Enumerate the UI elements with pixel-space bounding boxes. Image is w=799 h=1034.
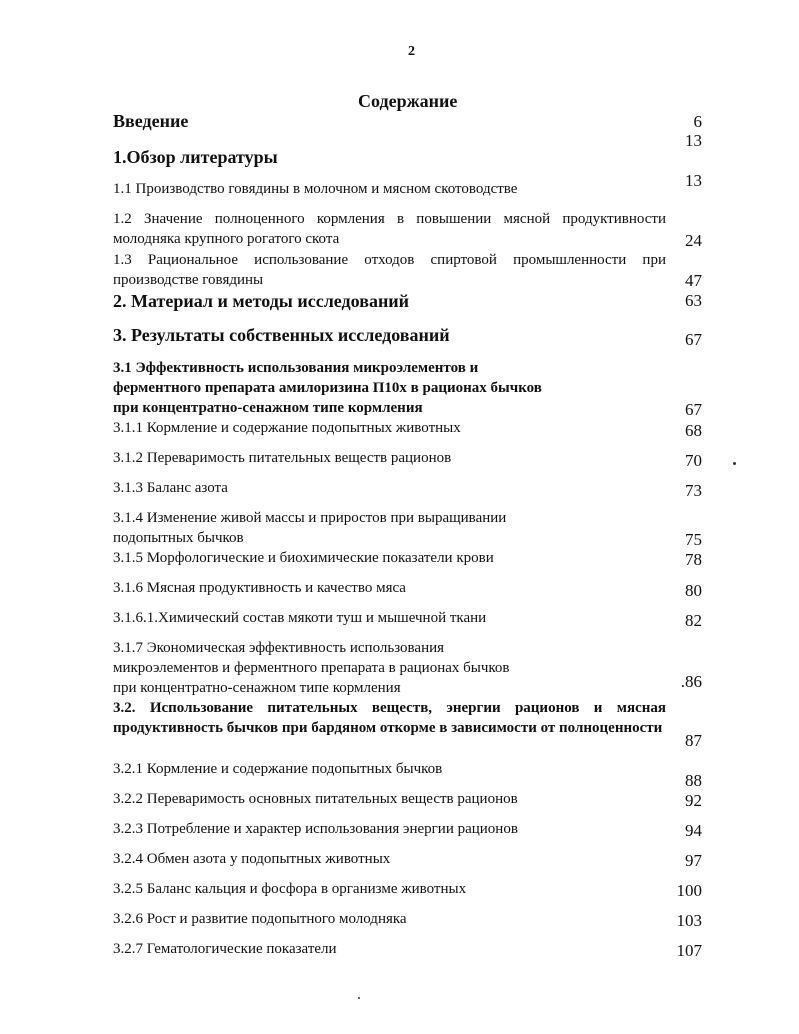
toc-page-extra: 13: [685, 131, 702, 150]
toc-page-3-2-6: 103: [676, 911, 702, 930]
toc-page-3: 67: [685, 330, 702, 349]
toc-page-3-2-2: 92: [685, 791, 702, 810]
toc-page-3-2-5: 100: [676, 881, 702, 900]
toc-page-3-2-7: 107: [676, 941, 702, 960]
scan-speck: [733, 462, 736, 465]
toc-entry-3-2-5: 3.2.5 Баланс кальция и фосфора в организме животных: [113, 881, 467, 897]
toc-page-1-2: 24: [685, 231, 702, 250]
toc-entry-2: 2. Материал и методы исследований: [113, 291, 410, 311]
toc-entry-3-1-4: 3.1.4 Изменение живой массы и приростов при выращивании подопытных бычков: [113, 510, 507, 546]
toc-page-1-3: 47: [685, 271, 702, 290]
toc-entry-3-1-6: 3.1.6 Мясная продуктивность и качество мяса: [113, 580, 406, 596]
toc-entry-3-2-1: 3.2.1 Кормление и содержание подопытных бычков: [113, 761, 443, 777]
toc-entry-3-1: 3.1 Эффективность использования микроэлементов и ферментного препарата амилоризина П10х в рационах бычков при концентратно-сенажном типе кормления: [113, 360, 542, 416]
toc-entry-3-1-1: 3.1.1 Кормление и содержание подопытных животных: [113, 420, 461, 436]
toc-entry-review: 1.Обзор литературы: [113, 147, 278, 167]
toc-page-3-1: 67: [685, 400, 702, 419]
toc-entry-1-3: 1.3 Рациональное использование отходов спиртовой промышленности при производстве говядины: [113, 252, 666, 288]
toc-page-3-1-4: 75: [685, 530, 702, 549]
toc-page-3-1-2: 70: [685, 451, 702, 470]
toc-page-3-1-5: 78: [685, 550, 702, 569]
toc-page-1-1: 13: [685, 171, 702, 190]
page-number: 2: [408, 44, 415, 59]
toc-entry-3-2: 3.2. Использование питательных веществ, энергии рационов и мясная продуктивность бычков при бардяном откорме в зависимости от полноценности: [113, 700, 666, 736]
toc-entry-3-2-7: 3.2.7 Гематологические показатели: [113, 941, 337, 957]
toc-entry-3-1-6-1: 3.1.6.1.Химический состав мякоти туш и мышечной ткани: [113, 610, 487, 626]
toc-page-3-2-3: 94: [685, 821, 702, 840]
toc-page-intro: 6: [693, 112, 702, 131]
toc-page-3-1-6-1: 82: [685, 611, 702, 630]
toc-page-3-1-1: 68: [685, 421, 702, 440]
scan-speck: [358, 997, 360, 999]
toc-entry-3-1-7: 3.1.7 Экономическая эффективность использования микроэлементов и ферментного препарата в рационах бычков при концентратно-сенажном типе кормления: [113, 640, 510, 696]
toc-entry-3-1-2: 3.1.2 Переваримость питательных веществ рационов: [113, 450, 452, 466]
toc-entry-3-2-2: 3.2.2 Переваримость основных питательных веществ рационов: [113, 791, 518, 807]
toc-entry-3: 3. Результаты собственных исследований: [113, 325, 450, 345]
toc-page-3-2: 87: [685, 731, 702, 750]
toc-entry-intro: Введение: [113, 111, 189, 131]
toc-page-3-1-6: 80: [685, 581, 702, 600]
toc-entry-3-2-4: 3.2.4 Обмен азота у подопытных животных: [113, 851, 391, 867]
toc-page-3-1-3: 73: [685, 481, 702, 500]
toc-page-3-2-4: 97: [685, 851, 702, 870]
toc-page-3-1-7: .86: [680, 672, 702, 691]
toc-entry-1-2: 1.2 Значение полноценного кормления в повышении мясной продуктивности молодняка крупного рогатого скота: [113, 211, 666, 247]
toc-title: Содержание: [358, 91, 458, 111]
toc-page-2: 63: [685, 291, 702, 310]
toc-entry-3-2-3: 3.2.3 Потребление и характер использования энергии рационов: [113, 821, 518, 837]
toc-entry-1-1: 1.1 Производство говядины в молочном и мясном скотоводстве: [113, 181, 518, 197]
toc-entry-3-2-6: 3.2.6 Рост и развитие подопытного молодняка: [113, 911, 407, 927]
toc-page-3-2-1: 88: [685, 771, 702, 790]
toc-entry-3-1-5: 3.1.5 Морфологические и биохимические показатели крови: [113, 550, 494, 566]
toc-entry-3-1-3: 3.1.3 Баланс азота: [113, 480, 228, 496]
